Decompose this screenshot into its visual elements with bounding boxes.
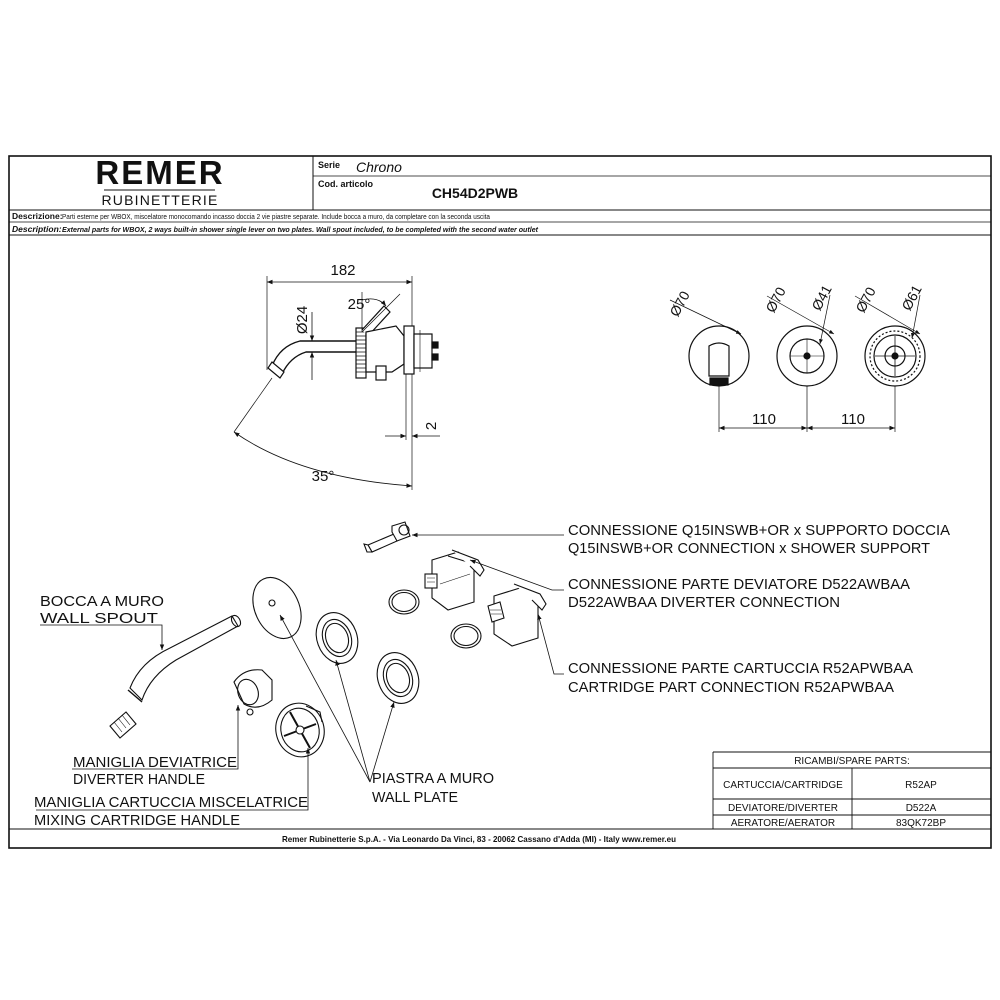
description-it-label: Descrizione:: [12, 211, 63, 221]
serie-label: Serie: [318, 160, 341, 170]
dim-plate1-diameter: Ø70: [666, 288, 693, 320]
callout-mixing-handle-it: MANIGLIA CARTUCCIA MISCELATRICE: [34, 795, 309, 811]
dim-angle-35: 35°: [311, 468, 335, 485]
shower-support-connector-part: [364, 522, 410, 552]
brand-logo-name: REMER: [95, 154, 225, 191]
dim-plate2-diameter: Ø70: [762, 284, 789, 316]
code-label: Cod. articolo: [318, 179, 374, 189]
description-en-text: External parts for WBOX, 2 ways built-in shower single lever on two plates. Wall spout included, to be completed with the second water outlet: [62, 225, 539, 234]
description-it-text: Parti esterne per WBOX, miscelatore monocomando incasso doccia 2 vie piastre separate. Include bocca a muro, da completare con la seconda uscita: [62, 212, 491, 221]
cartridge-part-connection-part: [488, 584, 546, 646]
front-view: [670, 295, 925, 432]
wall-plate-2-part: [370, 647, 425, 710]
callout-spout-en: WALL SPOUT: [40, 611, 159, 627]
sheet-frame: [9, 156, 991, 848]
dim-plate3-inner: Ø61: [898, 282, 925, 314]
brand-logo-subtitle: RUBINETTERIE: [101, 192, 219, 208]
callout-wall-plate-it: PIASTRA A MURO: [372, 771, 494, 787]
dim-angle-25: 25°: [347, 296, 371, 313]
spare-row-3-value: 83QK72BP: [895, 818, 947, 829]
diverter-connection-part: [425, 550, 484, 610]
spare-row-2-value: D522A: [905, 803, 937, 814]
spare-parts-title: RICAMBI/SPARE PARTS:: [794, 756, 910, 767]
wall-spout-part: [128, 614, 242, 702]
mixing-cartridge-handle-part: [270, 698, 330, 763]
dim-182: 182: [330, 262, 356, 279]
dim-plate3-diameter: Ø70: [852, 284, 879, 316]
aerator-part: [110, 712, 136, 738]
callout-cartridge-it: CONNESSIONE PARTE CARTUCCIA R52APWBAA: [568, 661, 914, 677]
callout-spout-it: BOCCA A MURO: [40, 594, 164, 610]
serie-value: Chrono: [356, 159, 402, 175]
callout-wall-plate-en: WALL PLATE: [372, 790, 459, 806]
description-en-label: Description:: [12, 224, 62, 234]
dim-gap-2: 2: [423, 421, 440, 431]
callout-diverter-en: D522AWBAA DIVERTER CONNECTION: [568, 595, 840, 611]
wall-plate-1-part: [309, 607, 364, 670]
callout-shower-support-it: CONNESSIONE Q15INSWB+OR x SUPPORTO DOCCIA: [568, 523, 951, 539]
spare-row-2-label: DEVIATORE/DIVERTER: [727, 803, 839, 814]
spare-row-1-value: R52AP: [905, 780, 937, 791]
spare-row-1-label: CARTUCCIA/CARTRIDGE: [723, 780, 843, 791]
exploded-view: [110, 522, 546, 762]
diverter-handle-part: [234, 670, 272, 715]
callout-diverter-handle-en: DIVERTER HANDLE: [73, 772, 206, 788]
dim-plate2-inner: Ø41: [808, 282, 835, 314]
dim-spout-diameter: Ø24: [294, 305, 311, 335]
callout-diverter-it: CONNESSIONE PARTE DEVIATORE D522AWBAA: [568, 577, 911, 593]
spare-row-3-label: AERATORE/AERATOR: [730, 818, 836, 829]
code-value: CH54D2PWB: [431, 185, 519, 201]
callout-shower-support-en: Q15INSWB+OR CONNECTION x SHOWER SUPPORT: [568, 541, 931, 557]
footer-company-address: Remer Rubinetterie S.p.A. - Via Leonardo Da Vinci, 83 - 20062 Cassano d'Adda (MI) - Italy www.remer.eu: [282, 834, 676, 844]
dim-spacing-1: 110: [752, 411, 776, 428]
dim-spacing-2: 110: [841, 411, 865, 428]
callout-mixing-handle-en: MIXING CARTRIDGE HANDLE: [34, 813, 241, 829]
round-cover-plate-part: [244, 570, 311, 647]
callout-cartridge-en: CARTRIDGE PART CONNECTION R52APWBAA: [568, 680, 895, 696]
side-view: [234, 276, 440, 490]
callout-diverter-handle-it: MANIGLIA DEVIATRICE: [73, 755, 238, 771]
